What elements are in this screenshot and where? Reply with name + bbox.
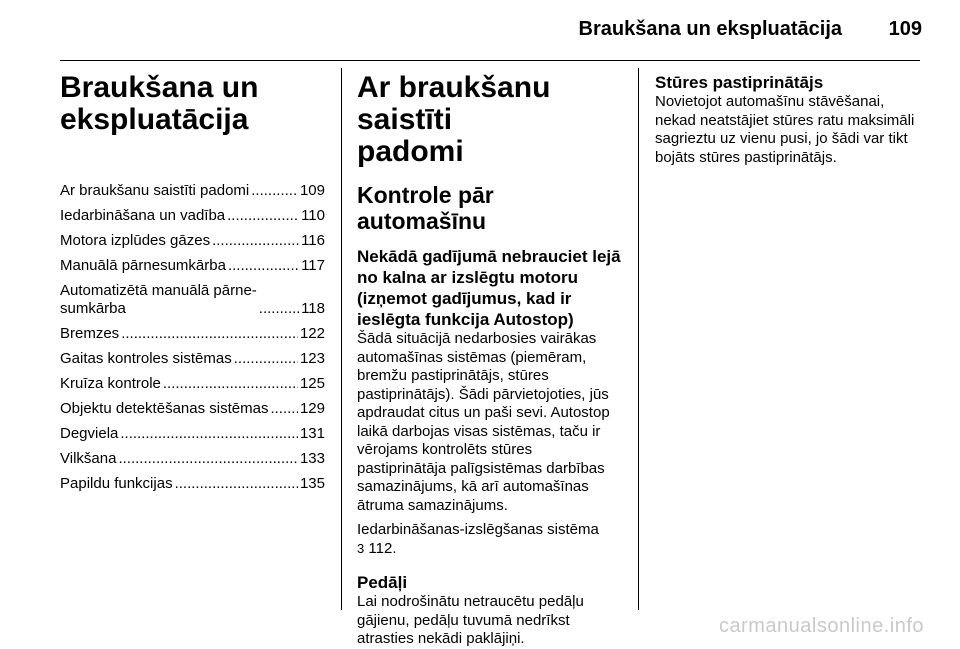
toc-entry-page: 133 [299, 450, 325, 467]
toc-leader-dots [120, 425, 298, 443]
toc-entry-page: 116 [301, 232, 325, 249]
chapter-title-line2: ekspluatācija [60, 103, 249, 136]
pedals-text: Lai nodrošinātu netraucētu pedāļu gājienu, pedāļu tuvumā nedrīkst atrasties nekādi paklājiņi. [357, 593, 584, 647]
page-reference-icon: 3 [357, 540, 365, 556]
toc-entry-title: Degviela [60, 425, 119, 442]
toc-entry[interactable] [60, 450, 325, 468]
driving-tips-column [357, 72, 623, 649]
toc-entry[interactable] [60, 325, 325, 343]
power-steering-column [655, 72, 921, 167]
toc-entry-title: Papildu funkcijas [60, 475, 173, 492]
toc-leader-dots [228, 257, 299, 275]
chapter-column [60, 72, 325, 500]
warning-heading: Nekādā gadījumā nebrauciet lejā no kalna ar izslēgtu motoru (izņemot gadījumus, kad ir ieslēgta funkcija Autostop) [357, 247, 621, 329]
toc-entry-title: Automatizētā manuālā pārne- sumkārba [60, 282, 257, 317]
section-title-line1: Ar braukšanu saistīti [357, 71, 551, 136]
toc-entry-title: Gaitas kontroles sistēmas [60, 350, 232, 367]
toc-leader-dots [212, 232, 299, 250]
reference-text: Iedarbināšanas-izslēgšanas sistēma [357, 521, 599, 538]
warning-text: Šādā situācijā nedarbosies vairākas automašīnas sistēmas (piemēram, bremžu pastiprinātājs, stūres pastiprinātājs). Šādi pārvietojoties, jūs apdraudat citus un paši sevi. Autostop laikā darbojas visas sistēmas, taču ir vērojams kontrolēts stūres pastiprinātāja palīgsistēmas darbības samazinājums, kā arī automašīnas ātruma samazinājums. [357, 330, 610, 514]
toc-entry-page: 131 [299, 425, 325, 442]
page-number: 109 [888, 18, 922, 40]
toc-entry[interactable] [60, 207, 325, 225]
power-steering-text: Novietojot automašīnu stāvēšanai, nekad neatstājiet stūres ratu maksimāli sagrieztu uz vienu pusi, jo šādi var tikt bojāts stūres pastiprinātājs. [655, 93, 915, 166]
toc-entry[interactable] [60, 425, 325, 443]
toc-entry-page: 117 [301, 257, 325, 274]
page-header [0, 0, 960, 62]
toc-entry[interactable] [60, 257, 325, 275]
toc-entry[interactable] [60, 400, 325, 418]
pedals-heading: Pedāļi [357, 573, 408, 592]
running-title: Braukšana un ekspluatācija [578, 18, 842, 40]
toc-leader-dots [251, 182, 298, 200]
toc-entry-title: Vilkšana [60, 450, 117, 467]
toc-entry-title: Motora izplūdes gāzes [60, 232, 211, 249]
toc-entry-page: 110 [301, 207, 325, 224]
toc-entry-page: 122 [299, 325, 325, 342]
chapter-title [60, 72, 325, 136]
section-title [357, 72, 623, 168]
toc-leader-dots [234, 350, 298, 368]
toc-leader-dots [118, 450, 298, 468]
table-of-contents [60, 182, 325, 493]
toc-leader-dots [175, 475, 298, 493]
toc-entry-page: 129 [299, 400, 325, 417]
toc-entry[interactable] [60, 282, 325, 318]
toc-entry-title: Manuālā pārnesumkārba [60, 257, 226, 274]
section-title-line2: padomi [357, 135, 464, 168]
toc-entry-title: Ar braukšanu saistīti padomi [60, 182, 250, 199]
toc-leader-dots [227, 207, 299, 225]
toc-entry[interactable] [60, 475, 325, 493]
toc-entry-title: Iedarbināšana un vadība [60, 207, 226, 224]
column-divider-2 [638, 68, 639, 610]
toc-entry-page: 135 [299, 475, 325, 492]
subsection-title: Kontrole pār automašīnu [357, 182, 494, 234]
header-divider [60, 60, 920, 61]
chapter-title-line1: Braukšana un [60, 71, 259, 104]
toc-entry[interactable] [60, 375, 325, 393]
toc-entry-page: 123 [299, 350, 325, 367]
toc-leader-dots [270, 400, 298, 418]
toc-leader-dots [259, 300, 299, 318]
toc-entry-page: 118 [301, 300, 325, 317]
watermark: carmanualsonline.info [718, 615, 924, 637]
column-divider-1 [341, 68, 342, 610]
power-steering-heading: Stūres pastiprinātājs [655, 73, 824, 92]
cross-reference [357, 521, 623, 558]
toc-entry-title: Objektu detektēšanas sistēmas [60, 400, 269, 417]
toc-entry-page: 125 [299, 375, 325, 392]
reference-page[interactable]: 112. [368, 539, 397, 557]
toc-leader-dots [163, 375, 298, 393]
toc-entry-page: 109 [299, 182, 325, 199]
toc-entry[interactable] [60, 350, 325, 368]
toc-entry[interactable] [60, 182, 325, 200]
toc-entry-title: Bremzes [60, 325, 120, 342]
toc-entry[interactable] [60, 232, 325, 250]
toc-leader-dots [121, 325, 298, 343]
toc-entry-title: Kruīza kontrole [60, 375, 161, 392]
